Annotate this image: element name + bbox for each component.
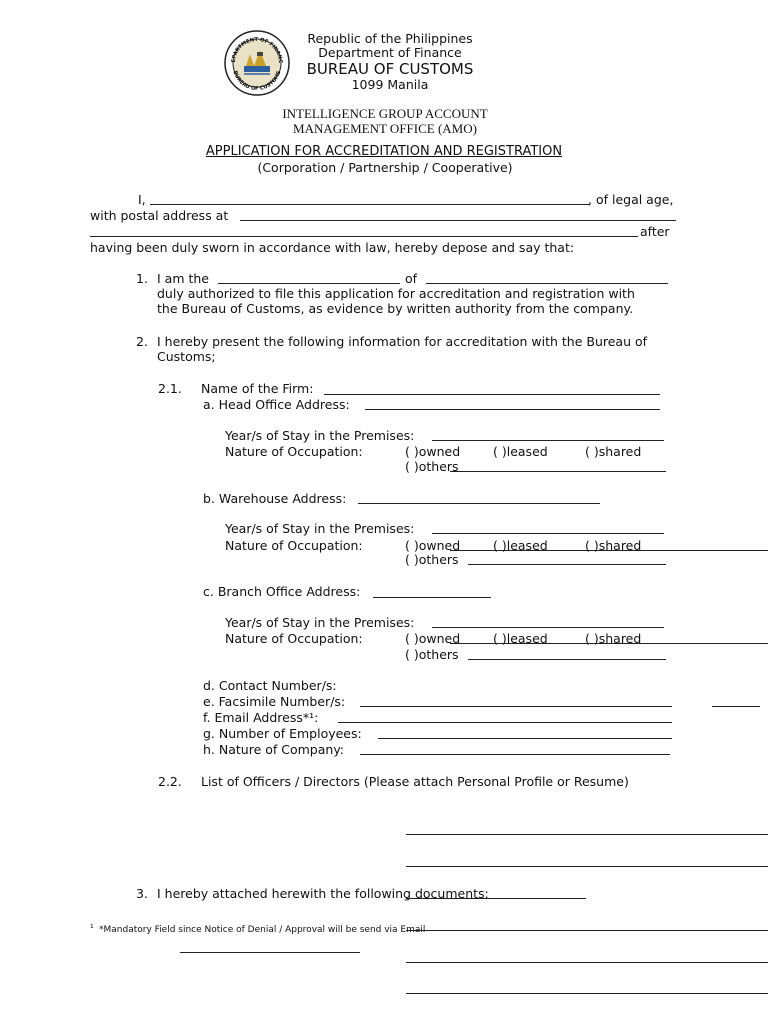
- warehouse-owned-checkbox[interactable]: ( )owned: [405, 538, 461, 553]
- firm-name-field[interactable]: [324, 394, 660, 395]
- item3-number: 3.: [136, 886, 148, 901]
- i-label: I,: [138, 192, 146, 207]
- svg-text:BUREAU OF CUSTOMS: BUREAU OF CUSTOMS: [231, 70, 283, 93]
- form-title: APPLICATION FOR ACCREDITATION AND REGISTRATION: [205, 144, 563, 159]
- bureau-seal-logo: [224, 30, 290, 96]
- form-subtitle: (Corporation / Partnership / Cooperative): [257, 160, 513, 175]
- item2-line2: Customs;: [157, 349, 216, 364]
- officer-line-2[interactable]: [406, 866, 768, 867]
- head-others-field[interactable]: [450, 471, 666, 472]
- company-field[interactable]: [426, 283, 668, 284]
- warehouse-label: b. Warehouse Address:: [203, 491, 347, 506]
- after-text: after: [640, 224, 670, 239]
- warehouse-nature-label: Nature of Occupation:: [225, 538, 363, 553]
- warehouse-leased-checkbox[interactable]: ( )leased: [493, 538, 548, 553]
- department-line: Department of Finance: [318, 45, 462, 60]
- branch-others-field[interactable]: [468, 659, 666, 660]
- bureau-title: BUREAU OF CUSTOMS: [306, 60, 474, 78]
- branch-field[interactable]: [373, 597, 491, 598]
- item1-line3: the Bureau of Customs, as evidence by written authority from the company.: [157, 301, 634, 316]
- item1-line2: duly authorized to file this application for accreditation and registration with: [157, 286, 635, 301]
- warehouse-years-label: Year/s of Stay in the Premises:: [225, 521, 415, 536]
- warehouse-others-field[interactable]: [468, 564, 666, 565]
- head-shared-checkbox[interactable]: ( )shared: [585, 444, 642, 459]
- footnote-mark: ¹: [90, 924, 94, 934]
- employees-label: g. Number of Employees:: [203, 726, 362, 741]
- officers-label: List of Officers / Directors (Please attach Personal Profile or Resume): [201, 774, 629, 789]
- item1-of: of: [405, 271, 418, 286]
- warehouse-others-checkbox[interactable]: ( )others: [405, 552, 459, 567]
- documents-line-3[interactable]: [406, 962, 768, 963]
- postal-address-field-2[interactable]: [90, 236, 638, 237]
- sec22-number: 2.2.: [158, 774, 182, 789]
- footnote-text: *Mandatory Field since Notice of Denial / Approval will be send via Email: [99, 925, 426, 935]
- documents-label: I hereby attached herewith the following documents:: [157, 886, 489, 901]
- head-office-label: a. Head Office Address:: [203, 397, 350, 412]
- employees-field[interactable]: [378, 738, 672, 739]
- city-line: 1099 Manila: [351, 77, 429, 92]
- office-line-1: INTELLIGENCE GROUP ACCOUNT: [282, 106, 488, 121]
- email-field[interactable]: [338, 722, 672, 723]
- republic-line: Republic of the Philippines: [307, 31, 473, 46]
- warehouse-years-field[interactable]: [432, 533, 664, 534]
- facsimile-label: e. Facsimile Number/s:: [203, 694, 346, 709]
- head-others-checkbox[interactable]: ( )others: [405, 459, 459, 474]
- legal-age-text: , of legal age,: [588, 192, 674, 207]
- head-years-label: Year/s of Stay in the Premises:: [225, 428, 415, 443]
- officer-line-1[interactable]: [406, 834, 768, 835]
- warehouse-field[interactable]: [358, 503, 600, 504]
- svg-text:DEPARTMENT OF FINANCE: EPARTMENT OF FINANC: [230, 36, 284, 64]
- head-years-field[interactable]: [432, 440, 664, 441]
- sec21-number: 2.1.: [158, 381, 182, 396]
- head-leased-checkbox[interactable]: ( )leased: [493, 444, 548, 459]
- branch-shared-checkbox[interactable]: ( )shared: [585, 631, 642, 646]
- branch-label: c. Branch Office Address:: [203, 584, 361, 599]
- branch-nature-label: Nature of Occupation:: [225, 631, 363, 646]
- branch-years-label: Year/s of Stay in the Premises:: [225, 615, 415, 630]
- position-field[interactable]: [218, 283, 400, 284]
- seal-icon: [224, 30, 290, 96]
- head-nature-label: Nature of Occupation:: [225, 444, 363, 459]
- documents-line-2[interactable]: [406, 930, 768, 931]
- item2-number: 2.: [136, 334, 148, 349]
- firm-name-label: Name of the Firm:: [201, 381, 314, 396]
- company-nature-field[interactable]: [360, 754, 670, 755]
- email-label: f. Email Address*¹:: [203, 710, 319, 725]
- branch-owned-checkbox[interactable]: ( )owned: [405, 631, 461, 646]
- item1-number: 1.: [136, 271, 148, 286]
- sworn-statement: having been duly sworn in accordance with law, hereby depose and say that:: [90, 240, 575, 255]
- footnote-separator: [180, 952, 360, 953]
- facsimile-field[interactable]: [360, 706, 672, 707]
- item2-line1: I hereby present the following information for accreditation with the Bureau of: [157, 334, 648, 349]
- warehouse-shared-checkbox[interactable]: ( )shared: [585, 538, 642, 553]
- head-office-field[interactable]: [365, 409, 660, 410]
- postal-label: with postal address at: [90, 208, 229, 223]
- contact-number-label: d. Contact Number/s:: [203, 678, 337, 693]
- head-owned-checkbox[interactable]: ( )owned: [405, 444, 461, 459]
- branch-others-checkbox[interactable]: ( )others: [405, 647, 459, 662]
- contact-number-field[interactable]: [712, 706, 760, 707]
- branch-years-field[interactable]: [432, 627, 664, 628]
- company-nature-label: h. Nature of Company:: [203, 742, 345, 757]
- documents-line-1[interactable]: [406, 898, 586, 899]
- branch-leased-checkbox[interactable]: ( )leased: [493, 631, 548, 646]
- documents-line-4[interactable]: [406, 993, 768, 994]
- postal-address-field[interactable]: [240, 220, 676, 221]
- item1-i-am-the: I am the: [157, 271, 209, 286]
- applicant-name-field[interactable]: [150, 204, 590, 205]
- warehouse-nature-line: [450, 550, 768, 551]
- branch-nature-line: [450, 643, 768, 644]
- office-line-2: MANAGEMENT OFFICE (AMO): [293, 121, 477, 136]
